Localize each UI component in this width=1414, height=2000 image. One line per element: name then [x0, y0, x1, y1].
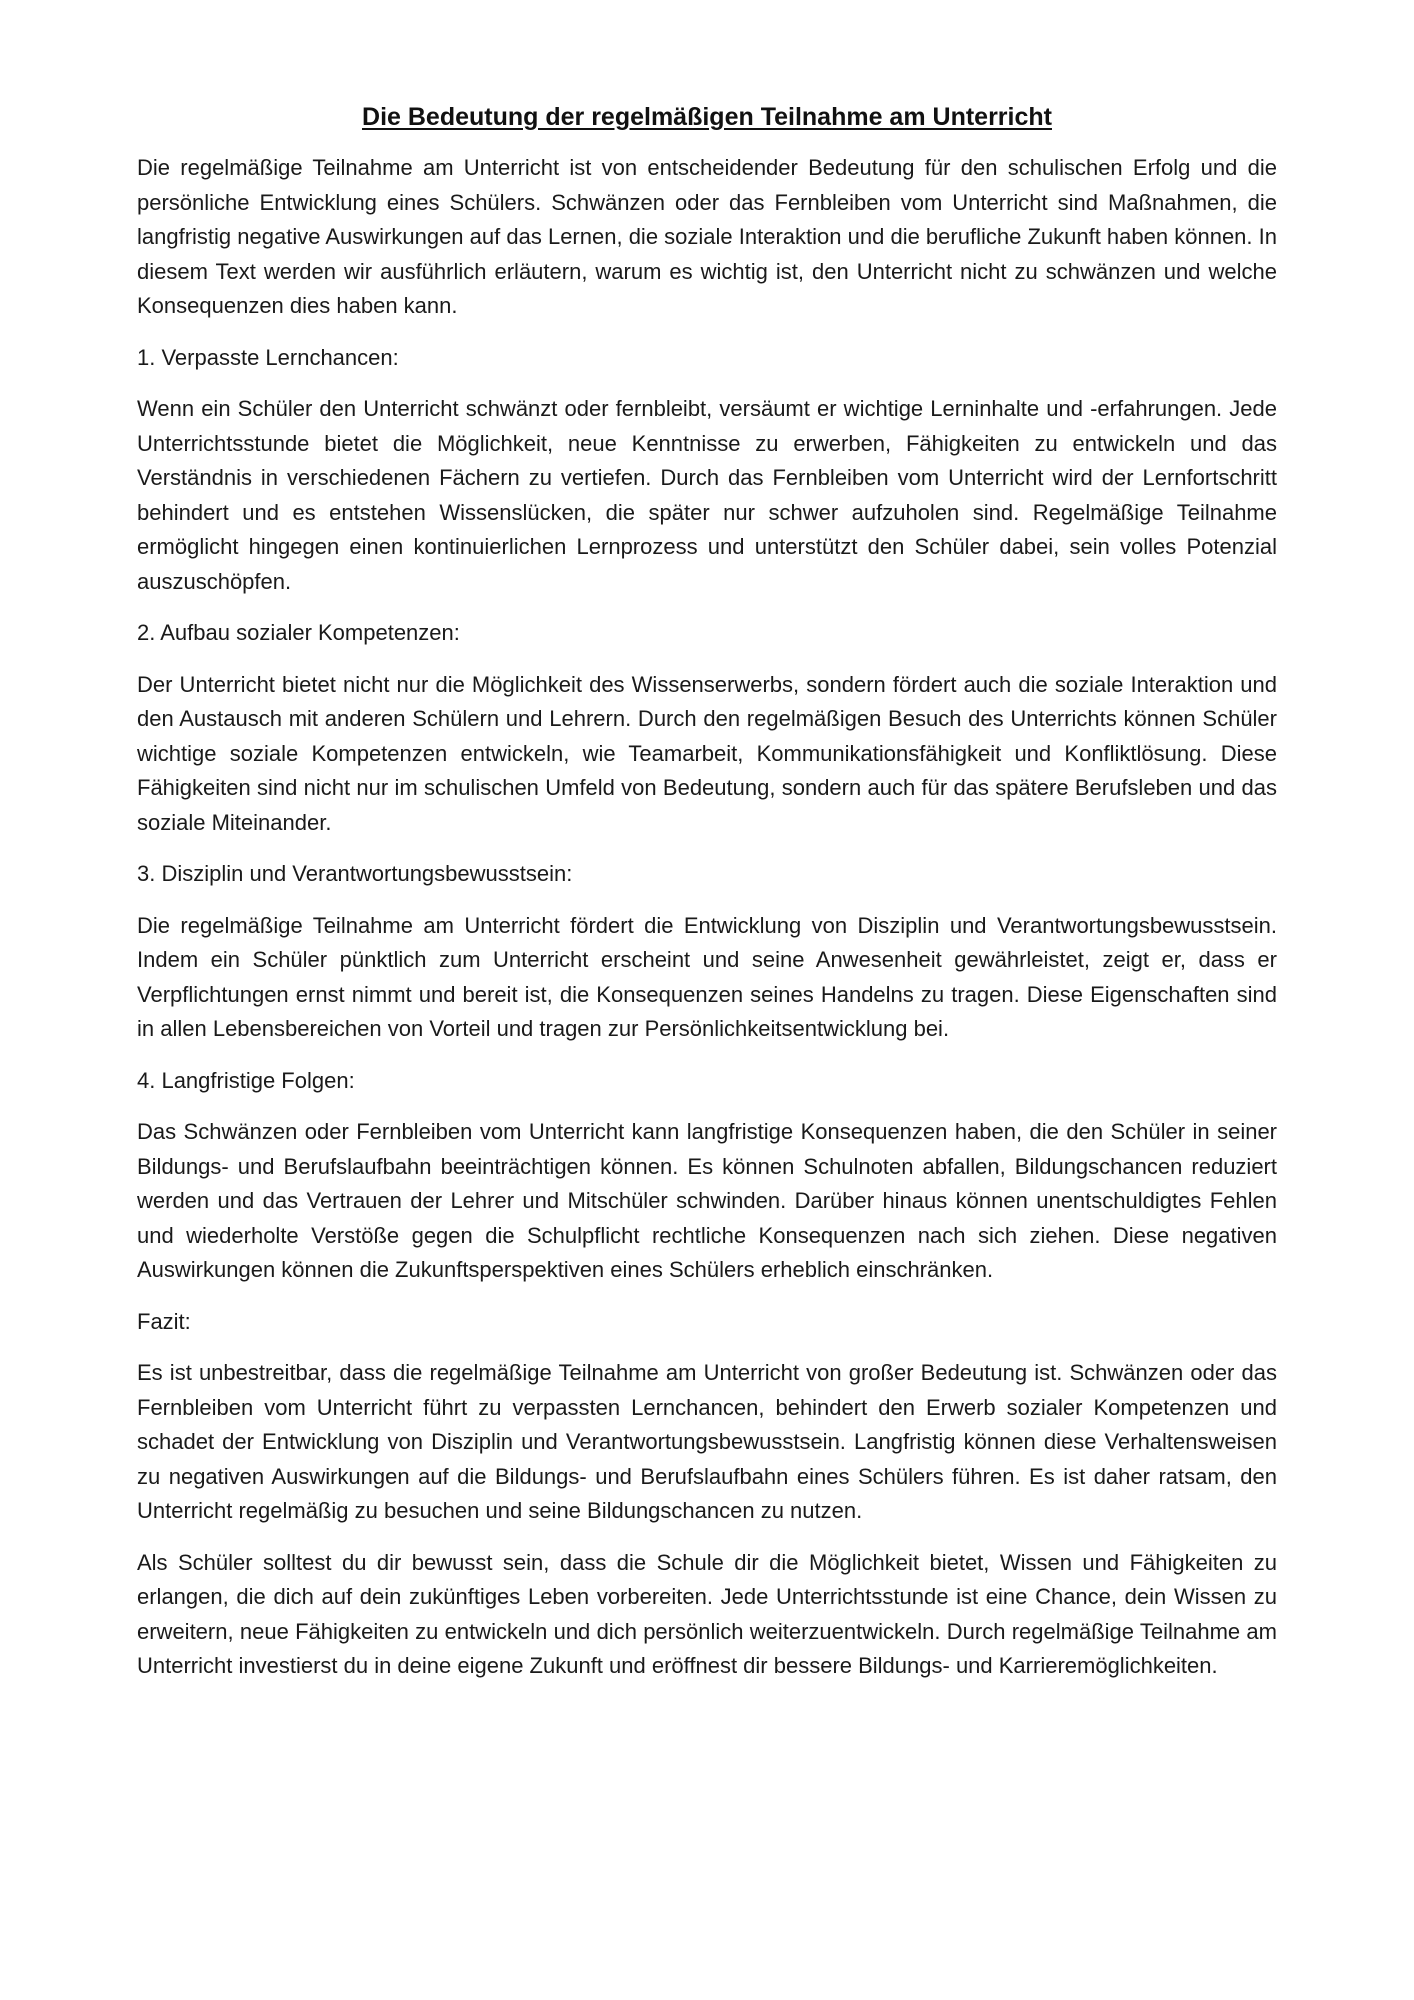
section-paragraph: Wenn ein Schüler den Unterricht schwänzt oder fernbleibt, versäumt er wichtige Lerninhalte und -erfahrungen. Jede Unterrichtsstunde bietet die Möglichkeit, neue Kenntnisse zu erwerben, Fähigkeiten zu entwickeln und das Verständnis in verschiedenen Fächern zu vertiefen. Durch das Fernbleiben vom Unterricht wird der Lernfortschritt behindert und es entstehen Wissenslücken, die später nur schwer aufzuholen sind. Regelmäßige Teilnahme ermöglicht hingegen einen kontinuierlichen Lernprozess und unterstützt den Schüler dabei, sein volles Potenzial auszuschöpfen. — [137, 396, 1277, 594]
section-verpasste-lernchancen — [137, 341, 1277, 600]
section-langfristige-folgen — [137, 1064, 1277, 1288]
section-heading: 2. Aufbau sozialer Kompetenzen: — [137, 620, 460, 645]
document-title: Die Bedeutung der regelmäßigen Teilnahme am Unterricht — [362, 103, 1052, 131]
section-heading: 1. Verpasste Lernchancen: — [137, 344, 399, 370]
section-fazit — [137, 1305, 1277, 1529]
section-paragraph: Die regelmäßige Teilnahme am Unterricht fördert die Entwicklung von Disziplin und Verantwortungsbewusstsein. Indem ein Schüler pünktlich zum Unterricht erscheint und seine Anwesenheit gewährleistet, zeigt er, dass er Verpflichtungen ernst nimmt und bereit ist, die Konsequenzen seines Handelns zu tragen. Diese Eigenschaften sind in allen Lebensbereichen von Vorteil und tragen zur Persönlichkeitsentwicklung bei. — [137, 912, 1277, 1041]
document-page — [137, 100, 1277, 1701]
section-heading: 3. Disziplin und Verantwortungsbewusstsein: — [137, 861, 573, 886]
section-disziplin — [137, 857, 1277, 1047]
section-paragraph: Der Unterricht bietet nicht nur die Möglichkeit des Wissenserwerbs, sondern fördert auch die soziale Interaktion und den Austausch mit anderen Schülern und Lehrern. Durch den regelmäßigen Besuch des Unterrichts können Schüler wichtige soziale Kompetenzen entwickeln, wie Teamarbeit, Kommunikationsfähigkeit und Konfliktlösung. Diese Fähigkeiten sind nicht nur im schulischen Umfeld von Bedeutung, sondern auch für das spätere Berufsleben und das soziale Miteinander. — [137, 671, 1277, 835]
section-paragraph: Das Schwänzen oder Fernbleiben vom Unterricht kann langfristige Konsequenzen haben, die den Schüler in seiner Bildungs- und Berufslaufbahn beeinträchtigen können. Es können Schulnoten abfallen, Bildungschancen reduziert werden und das Vertrauen der Lehrer und Mitschüler schwinden. Darüber hinaus können unentschuldigtes Fehlen und wiederholte Verstöße gegen die Schulpflicht rechtliche Konsequenzen nach sich ziehen. Diese negativen Auswirkungen können die Zukunftsperspektiven eines Schülers erheblich einschränken. — [137, 1119, 1277, 1282]
section-paragraph: Es ist unbestreitbar, dass die regelmäßige Teilnahme am Unterricht von großer Bedeutung ist. Schwänzen oder das Fernbleiben vom Unterricht führt zu verpassten Lernchancen, behindert den Erwerb sozialer Kompetenzen und schadet der Entwicklung von Disziplin und Verantwortungsbewusstsein. Langfristig können diese Verhaltensweisen zu negativen Auswirkungen auf die Bildungs- und Berufslaufbahn eines Schülers führen. Es ist daher ratsam, den Unterricht regelmäßig zu besuchen und seine Bildungschancen zu nutzen. — [137, 1360, 1277, 1523]
section-heading: 4. Langfristige Folgen: — [137, 1067, 355, 1093]
section-soziale-kompetenzen — [137, 616, 1277, 840]
section-heading: Fazit: — [137, 1308, 191, 1334]
closing-paragraph: Als Schüler solltest du dir bewusst sein, dass die Schule dir die Möglichkeit bietet, Wissen und Fähigkeiten zu erlangen, die dich auf dein zukünftiges Leben vorbereiten. Jede Unterrichtsstunde ist eine Chance, dein Wissen zu erweitern, neue Fähigkeiten zu entwickeln und dich persönlich weiterzuentwickeln. Durch regelmäßige Teilnahme am Unterricht investierst du in deine eigene Zukunft und eröffnest dir bessere Bildungs- und Karrieremöglichkeiten. — [137, 1549, 1277, 1678]
intro-paragraph: Die regelmäßige Teilnahme am Unterricht ist von entscheidender Bedeutung für den schulischen Erfolg und die persönliche Entwicklung eines Schülers. Schwänzen oder das Fernbleiben vom Unterricht sind Maßnahmen, die langfristig negative Auswirkungen auf das Lernen, die soziale Interaktion und die berufliche Zukunft haben können. In diesem Text werden wir ausführlich erläutern, warum es wichtig ist, den Unterricht nicht zu schwänzen und welche Konsequenzen dies haben kann. — [137, 155, 1277, 318]
